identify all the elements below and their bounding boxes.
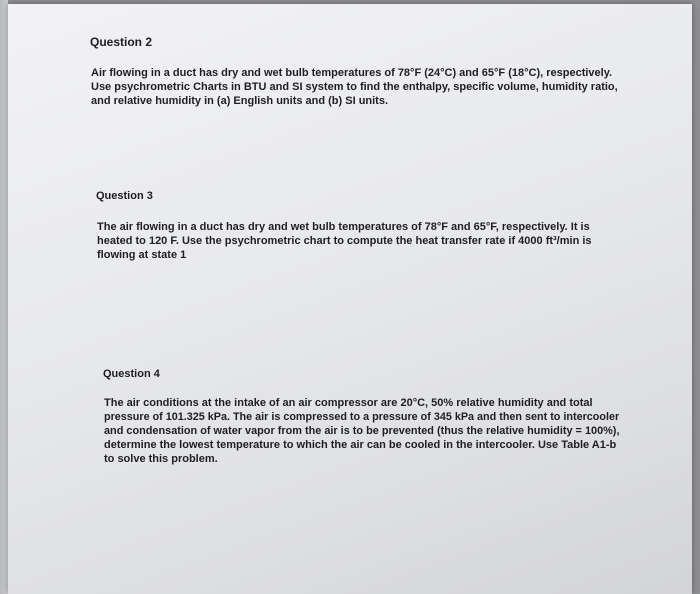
question-2-body [91,66,631,108]
question-4-line-2: pressure of 101.325 kPa. The air is compressed to a pressure of 345 kPa and then sent to intercooler [104,411,620,423]
question-3-title: Question 3 [96,190,153,202]
question-3-body [97,220,617,262]
question-2-line-1: Air flowing in a duct has dry and wet bulb temperatures of 78°F (24°C) and 65°F (18°C), respectively. [91,67,613,79]
question-4-body [104,396,619,466]
question-2-line-2: Use psychrometric Charts in BTU and SI system to find the enthalpy, specific volume, humidity ratio, [91,81,618,93]
question-4-line-4: determine the lowest temperature to which the air can be cooled in the intercooler. Use Table A1-b [104,439,617,451]
question-3-line-3: flowing at state 1 [97,249,187,261]
question-4-title: Question 4 [103,368,160,380]
question-3-line-1: The air flowing in a duct has dry and wet bulb temperatures of 78°F and 65°F, respectively. It is [97,221,590,233]
question-2-line-3: and relative humidity in (a) English units and (b) SI units. [91,95,389,107]
question-4-line-3: and condensation of water vapor from the air is to be prevented (thus the relative humidity = 100%), [104,425,620,437]
question-2-title: Question 2 [90,35,153,49]
question-4-line-5: to solve this problem. [104,453,218,465]
background-edge [0,0,8,594]
question-3-line-2: heated to 120 F. Use the psychrometric chart to compute the heat transfer rate if 4000 ft³/min is [97,235,592,247]
question-4-line-1: The air conditions at the intake of an air compressor are 20°C, 50% relative humidity and total [104,397,593,409]
